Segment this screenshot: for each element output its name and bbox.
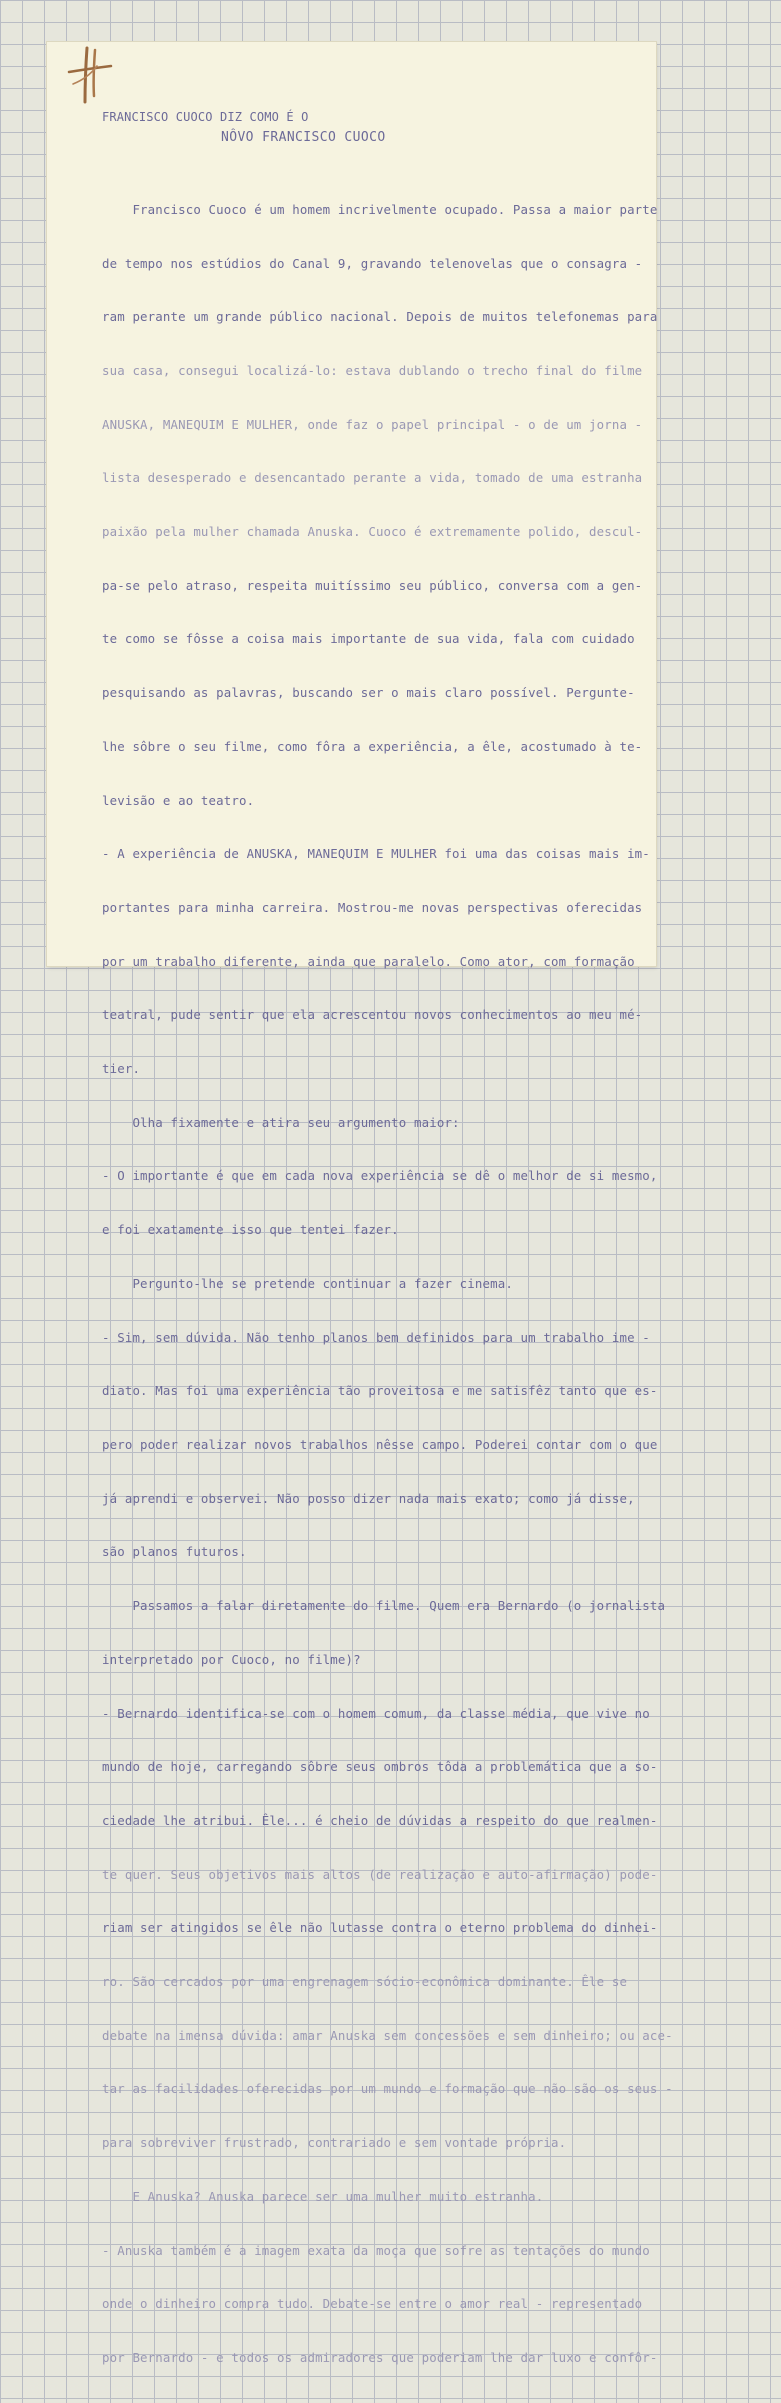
header-line: FRANCISCO CUOCO DIZ COMO É O xyxy=(102,110,309,124)
headline-title: FRANCISCO CUOCO xyxy=(262,130,386,145)
text-line: - A experiência de ANUSKA, MANEQUIM E MULHER foi uma das coisas mais im- xyxy=(102,846,650,862)
text-line: - Bernardo identifica-se com o homem comum, da classe média, que vive no xyxy=(102,1705,650,1721)
text-line: riam ser atingidos se êle não lutasse contra o eterno problema do dinhei- xyxy=(102,1920,658,1936)
text-line: pa-se pelo atraso, respeita muitíssimo seu público, conversa com a gen- xyxy=(102,577,643,593)
text-line: E Anuska? Anuska parece ser uma mulher muito estranha. xyxy=(102,2188,544,2204)
text-line: ro. São cercados por uma engrenagem sócio-econômica dominante. Êle se xyxy=(102,1974,628,1990)
text-line: onde o dinheiro compra tudo. Debate-se entre o amor real - representado xyxy=(102,2296,643,2312)
text-line: e foi exatamente isso que tentei fazer. xyxy=(102,1222,399,1238)
text-line: debate na imensa dúvida: amar Anuska sem concessões e sem dinheiro; ou ace- xyxy=(102,2027,673,2043)
text-line: lista desesperado e desencantado perante a vida, tomado de uma estranha xyxy=(102,470,643,486)
text-line: pesquisando as palavras, buscando ser o mais claro possível. Pergunte- xyxy=(102,685,635,701)
text-line: levisão e ao teatro. xyxy=(102,792,255,808)
text-line: Passamos a falar diretamente do filme. Quem era Bernardo (o jornalista xyxy=(102,1598,666,1614)
text-line: são planos futuros. xyxy=(102,1544,247,1560)
text-line: ram perante um grande público nacional. Depois de muitos telefonemas para xyxy=(102,309,658,325)
text-line: por um trabalho diferente, ainda que paralelo. Como ator, com formação xyxy=(102,953,635,969)
text-line: para sobreviver frustrado, contrariado e sem vontade própria. xyxy=(102,2135,567,2151)
text-line: portantes para minha carreira. Mostrou-me novas perspectivas oferecidas xyxy=(102,899,643,915)
text-line: lhe sôbre o seu filme, como fôra a experiência, a êle, acostumado à te- xyxy=(102,738,643,754)
text-line: te como se fôsse a coisa mais importante de sua vida, fala com cuidado xyxy=(102,631,635,647)
text-line: tier. xyxy=(102,1061,141,1077)
text-line: pero poder realizar novos trabalhos nêsse campo. Poderei contar com o que xyxy=(102,1436,658,1452)
text-line: ciedade lhe atribui. Êle... é cheio de dúvidas a respeito do que realmen- xyxy=(102,1812,658,1828)
text-line: de tempo nos estúdios do Canal 9, gravando telenovelas que o consagra - xyxy=(102,255,643,271)
text-line: interpretado por Cuoco, no filme)? xyxy=(102,1651,361,1667)
text-line: - Anuska também é a imagem exata da moça que sofre as tentações do mundo xyxy=(102,2242,650,2258)
text-line: teatral, pude sentir que ela acrescentou novos conhecimentos ao meu mé- xyxy=(102,1007,643,1023)
text-line: Francisco Cuoco é um homem incrivelmente ocupado. Passa a maior parte xyxy=(102,201,658,217)
text-line: ANUSKA, MANEQUIM E MULHER, onde faz o papel principal - o de um jorna - xyxy=(102,416,643,432)
article-body xyxy=(102,165,673,2403)
headline-prefix: NÔVO xyxy=(221,130,263,145)
text-line: Pergunto-lhe se pretende continuar a fazer cinema. xyxy=(102,1275,513,1291)
text-line: sua casa, consegui localizá-lo: estava dublando o trecho final do filme xyxy=(102,362,643,378)
text-line: - O importante é que em cada nova experiência se dê o melhor de si mesmo, xyxy=(102,1168,658,1184)
headline xyxy=(221,130,781,145)
text-line: paixão pela mulher chamada Anuska. Cuoco é extremamente polido, descul- xyxy=(102,524,643,540)
handwritten-cross-mark xyxy=(65,44,115,106)
text-line: por Bernardo - e todos os admiradores que poderiam lhe dar luxo e confôr- xyxy=(102,2349,658,2365)
text-line: já aprendi e observei. Não posso dizer nada mais exato; como já disse, xyxy=(102,1490,635,1506)
text-line: mundo de hoje, carregando sôbre seus ombros tôda a problemática que a so- xyxy=(102,1759,658,1775)
text-line: tar as facilidades oferecidas por um mundo e formação que não são os seus - xyxy=(102,2081,673,2097)
text-line: Olha fixamente e atira seu argumento maior: xyxy=(102,1114,460,1130)
typewritten-page xyxy=(47,42,673,2365)
text-line: te quer. Seus objetivos mais altos (de realização e auto-afirmação) pode- xyxy=(102,1866,658,1882)
text-line: diato. Mas foi uma experiência tão proveitosa e me satisfêz tanto que es- xyxy=(102,1383,658,1399)
text-line: - Sim, sem dúvida. Não tenho planos bem definidos para um trabalho ime - xyxy=(102,1329,650,1345)
